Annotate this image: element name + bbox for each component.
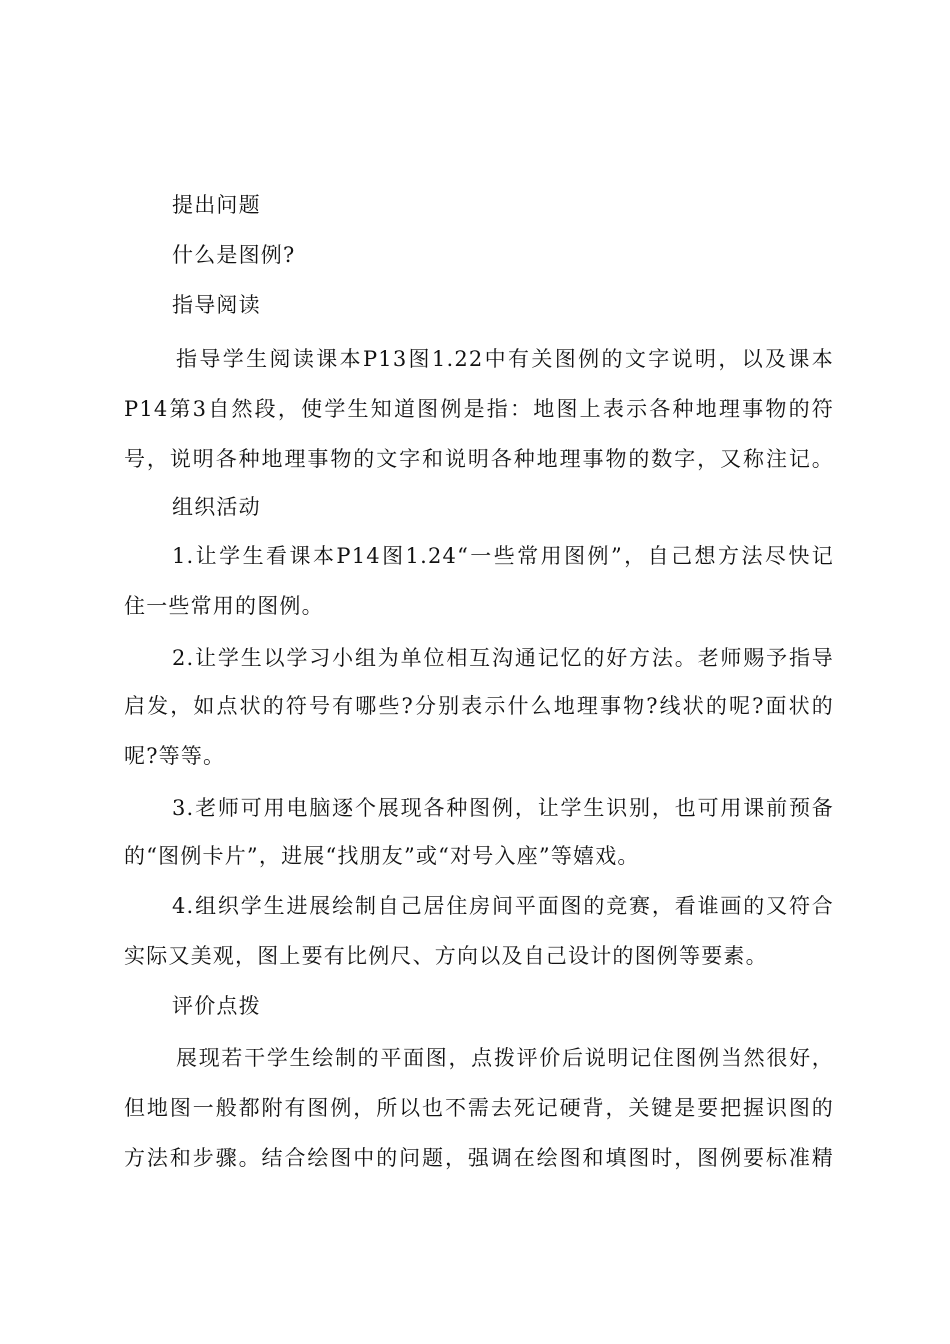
paragraph-line: 号，说明各种地理事物的文字和说明各种地理事物的数字，又称注记。 [124,447,834,471]
paragraph-line: 1.让学生看课本P14图1.24“一些常用图例”，自己想方法尽快记 [172,544,834,568]
paragraph-line: 的“图例卡片”，进展“找朋友”或“对号入座”等嬉戏。 [124,844,640,868]
paragraph-line: 但地图一般都附有图例，所以也不需去死记硬背，关键是要把握识图的 [124,1096,834,1120]
paragraph-line: 3.老师可用电脑逐个展现各种图例，让学生识别，也可用课前预备 [172,796,834,820]
paragraph-line: 指导学生阅读课本P13图1.22中有关图例的文字说明，以及课本 [176,347,834,371]
paragraph-line: 展现若干学生绘制的平面图，点拨评价后说明记住图例当然很好， [176,1046,834,1070]
question-line: 什么是图例? [172,243,296,267]
paragraph-line: 方法和步骤。结合绘图中的问题，强调在绘图和填图时，图例要标准精 [124,1146,834,1170]
heading-ask-question: 提出问题 [172,193,261,217]
paragraph-line: P14第3自然段，使学生知道图例是指：地图上表示各种地理事物的符 [124,397,834,421]
paragraph-line: 实际又美观，图上要有比例尺、方向以及自己设计的图例等要素。 [124,944,768,968]
heading-evaluation: 评价点拨 [172,994,261,1018]
paragraph-line: 2.让学生以学习小组为单位相互沟通记忆的好方法。老师赐予指导 [172,646,834,670]
paragraph-line: 呢?等等。 [124,744,226,768]
heading-organize-activities: 组织活动 [172,495,261,519]
paragraph-line: 启发，如点状的符号有哪些?分别表示什么地理事物?线状的呢?面状的 [124,694,834,718]
paragraph-line: 住一些常用的图例。 [124,594,324,618]
paragraph-line: 4.组织学生进展绘制自己居住房间平面图的竞赛，看谁画的又符合 [172,894,834,918]
heading-guided-reading: 指导阅读 [172,293,261,317]
